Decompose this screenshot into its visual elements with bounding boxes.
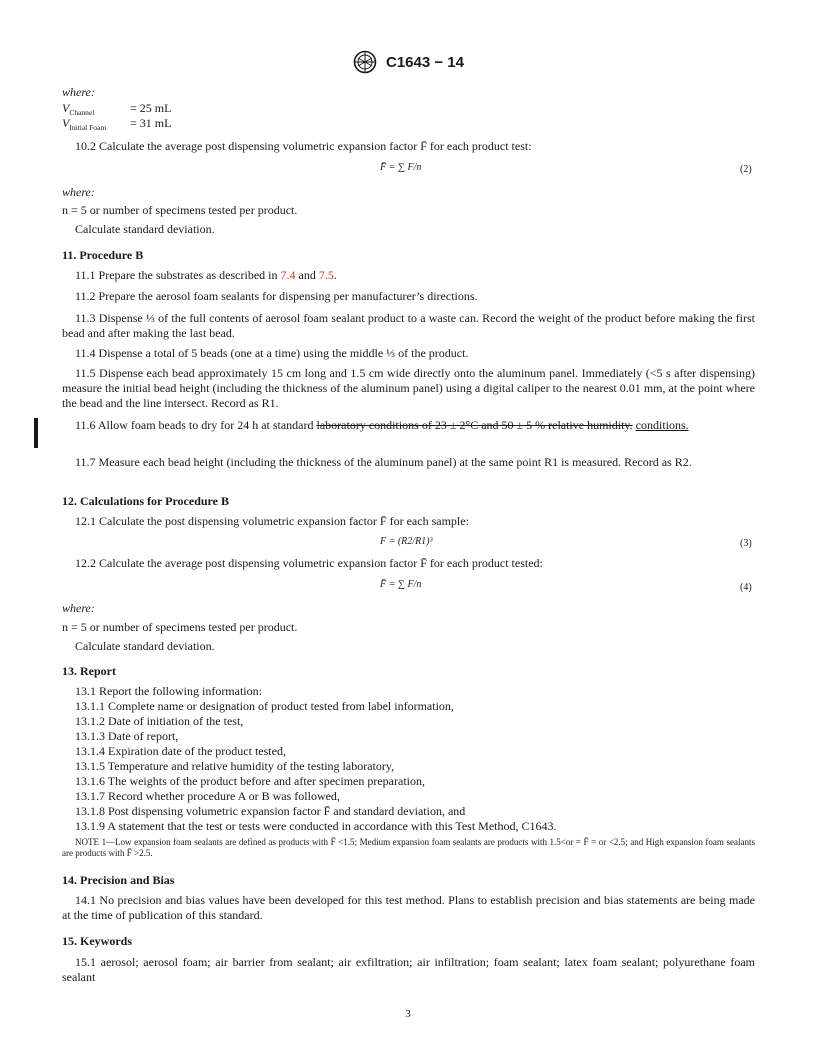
para-10-2: 10.2 Calculate the average post dispensing volumetric expansion factor F̄ for each product test: xyxy=(75,139,532,153)
list-item: 13.1.7 Record whether procedure A or B was followed, xyxy=(75,789,340,803)
equation-4: F̄ = ∑ F/n xyxy=(380,579,422,590)
para-15-1: 15.1 aerosol; aerosol foam; air barrier from sealant; air exfiltration; air infiltration; foam sealant; latex foam sealant; polyurethane foam sealant xyxy=(62,955,755,984)
para-11-4: 11.4 Dispense a total of 5 beads (one at a time) using the middle ⅓ of the product. xyxy=(75,346,469,360)
v-initial-foam-line: $V_{Initial Foam}$ xyxy=(62,116,107,132)
para-11-3: 11.3 Dispense ⅓ of the full contents of aerosol foam sealant product to a waste can. Record the weight of the product before making the first bead and after making the last bead. xyxy=(62,311,755,340)
ref-7-4-link[interactable]: 7.4 xyxy=(280,268,296,282)
where-a-n-line: n = 5 or number of specimens tested per product. xyxy=(62,203,298,217)
para-11-5: 11.5 Dispense each bead approximately 15 cm long and 1.5 cm wide directly onto the aluminum panel. Immediately (<5 s after dispensing) measure the initial bead height (including the thickness of the aluminum panel) using a digital caliper to the nearest 0.01 mm, at the point where the bead and the line intersect. Record as R1. xyxy=(62,366,755,410)
where-a-std: Calculate standard deviation. xyxy=(75,222,215,236)
v-channel-line: $V_{Channel}$ xyxy=(62,101,95,117)
equation-3: F = (R2/R1)³ xyxy=(380,536,433,547)
report-list xyxy=(75,684,755,834)
list-item: 13.1 Report the following information: xyxy=(75,684,262,698)
equation-3-number: (3) xyxy=(740,538,752,549)
where-b-n-line: n = 5 or number of specimens tested per product. xyxy=(62,620,298,634)
where-label-a: where: xyxy=(62,185,95,199)
deleted-text: laboratory conditions of 23 ± 2°C and 50 ± 5 % relative humidity. xyxy=(316,418,633,432)
equation-2-number: (2) xyxy=(740,164,752,175)
where-label-top: where: xyxy=(62,85,95,99)
page-header xyxy=(0,50,816,78)
section-12-title: 12. Calculations for Procedure B xyxy=(62,494,229,508)
v-initial-foam-value: = 31 mL xyxy=(130,116,172,130)
section-11-title: 11. Procedure B xyxy=(62,248,144,262)
list-item: 13.1.5 Temperature and relative humidity of the testing laboratory, xyxy=(75,759,395,773)
list-item: 13.1.1 Complete name or designation of product tested from label information, xyxy=(75,699,454,713)
list-item: 13.1.9 A statement that the test or tests were conducted in accordance with this Test Method, C1643. xyxy=(75,819,557,833)
para-11-2: 11.2 Prepare the aerosol foam sealants for dispensing per manufacturer’s directions. xyxy=(75,289,478,303)
para-11-6: 11.6 Allow foam beads to dry for 24 h at standard laboratory conditions of 23 ± 2°C and 50 ± 5 % relative humidity. conditions. xyxy=(75,418,689,432)
para-12-2: 12.2 Calculate the average post dispensing volumetric expansion factor F̄ for each product tested: xyxy=(75,556,543,570)
section-15-title: 15. Keywords xyxy=(62,934,132,948)
where-b-std: Calculate standard deviation. xyxy=(75,639,215,653)
ref-7-5-link[interactable]: 7.5 xyxy=(318,268,334,282)
list-item: 13.1.3 Date of report, xyxy=(75,729,179,743)
list-item: 13.1.6 The weights of the product before and after specimen preparation, xyxy=(75,774,425,788)
note-1: NOTE 1—Low expansion foam sealants are defined as products with F̄ <1.5; Medium expansion foam sealants are products with 1.5<or = F̄ = or <2.5; and High expansion foam sealants are products with F̄ >2.5. xyxy=(62,837,755,858)
page-number: 3 xyxy=(405,1008,411,1020)
equation-4-number: (4) xyxy=(740,582,752,593)
para-11-7: 11.7 Measure each bead height (including the thickness of the aluminum panel) at the same point R1 is measured. Record as R2. xyxy=(75,455,692,469)
astm-logo-icon xyxy=(352,50,378,74)
equation-2: F̄ = ∑ F/n xyxy=(380,162,422,173)
designation-title: C1643 − 14 xyxy=(386,53,464,71)
list-item: 13.1.2 Date of initiation of the test, xyxy=(75,714,244,728)
list-item: 13.1.8 Post dispensing volumetric expansion factor F̄ and standard deviation, and xyxy=(75,804,466,818)
where-label-b: where: xyxy=(62,601,95,615)
list-item: 13.1.4 Expiration date of the product tested, xyxy=(75,744,286,758)
section-13-title: 13. Report xyxy=(62,664,116,678)
para-11-1: 11.1 Prepare the substrates as described in 7.4 and 7.5. xyxy=(75,268,337,282)
change-bar xyxy=(34,418,38,448)
inserted-text: conditions. xyxy=(635,418,689,432)
para-12-1: 12.1 Calculate the post dispensing volumetric expansion factor F̄ for each sample: xyxy=(75,514,469,528)
para-14-1: 14.1 No precision and bias values have been developed for this test method. Plans to establish precision and bias statements are being made at the time of publication of this standard. xyxy=(62,893,755,922)
v-channel-value: = 25 mL xyxy=(130,101,172,115)
section-14-title: 14. Precision and Bias xyxy=(62,873,175,887)
